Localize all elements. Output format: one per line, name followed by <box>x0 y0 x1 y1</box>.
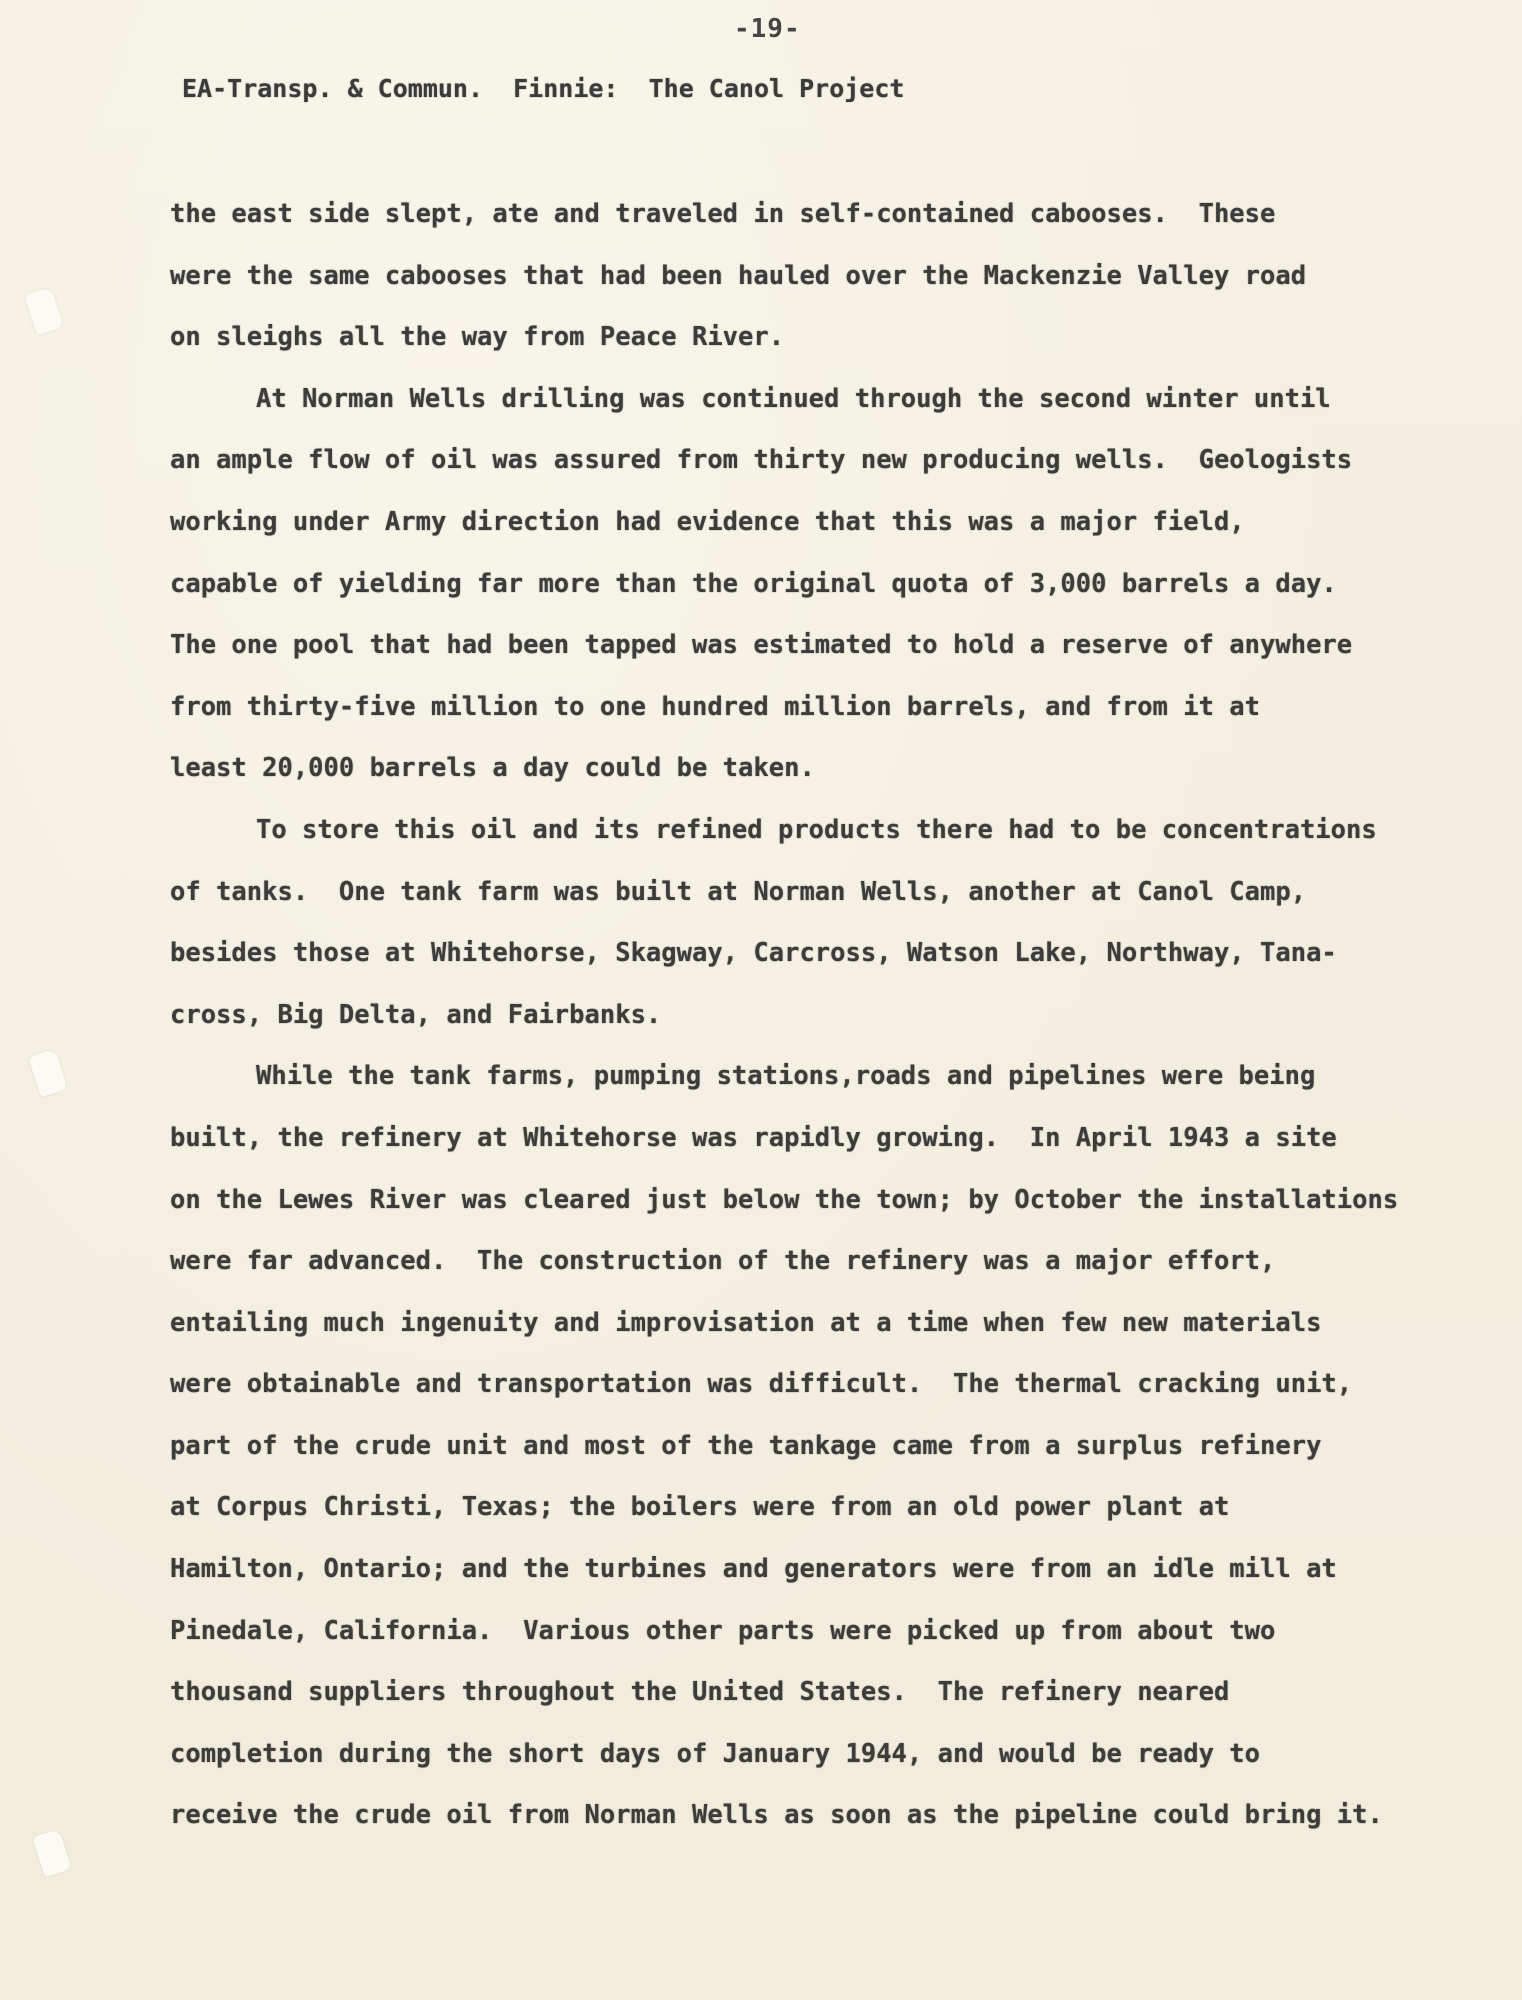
text-line: receive the crude oil from Norman Wells as soon as the pipeline could bring it. <box>170 1800 1383 1831</box>
text-line: While the tank farms, pumping stations,roads and pipelines were being <box>256 1061 1316 1092</box>
page-number: -19- <box>734 14 801 44</box>
text-line: built, the refinery at Whitehorse was rapidly growing. In April 1943 a site <box>170 1122 1337 1153</box>
paper-tab-mark <box>28 1049 68 1098</box>
text-line: besides those at Whitehorse, Skagway, Carcross, Watson Lake, Northway, Tana- <box>170 938 1337 969</box>
text-line: Pinedale, California. Various other parts were picked up from about two <box>170 1615 1276 1646</box>
text-line: of tanks. One tank farm was built at Norman Wells, another at Canol Camp, <box>170 876 1307 907</box>
text-line: capable of yielding far more than the original quota of 3,000 barrels a day. <box>170 568 1337 599</box>
text-line: completion during the short days of January 1944, and would be ready to <box>170 1738 1261 1769</box>
text-line: from thirty-five million to one hundred million barrels, and from it at <box>170 691 1261 722</box>
text-line: Hamilton, Ontario; and the turbines and generators were from an idle mill at <box>170 1554 1337 1585</box>
text-line: The one pool that had been tapped was estimated to hold a reserve of anywhere <box>170 630 1353 661</box>
text-line: were the same cabooses that had been hauled over the Mackenzie Valley road <box>170 260 1307 291</box>
text-line: on the Lewes River was cleared just below the town; by October the installations <box>170 1184 1399 1215</box>
text-line: entailing much ingenuity and improvisation at a time when few new materials <box>170 1307 1322 1338</box>
text-line: working under Army direction had evidence that this was a major field, <box>170 506 1245 537</box>
text-line: were obtainable and transportation was difficult. The thermal cracking unit, <box>170 1369 1353 1400</box>
text-line: on sleighs all the way from Peace River. <box>170 322 785 353</box>
text-line: part of the crude unit and most of the tankage came from a surplus refinery <box>170 1430 1322 1461</box>
text-line: an ample flow of oil was assured from thirty new producing wells. Geologists <box>170 445 1353 476</box>
text-line: To store this oil and its refined products there had to be concentrations <box>256 814 1377 845</box>
text-line: the east side slept, ate and traveled in self-contained cabooses. These <box>170 199 1276 229</box>
text-line: At Norman Wells drilling was continued through the second winter until <box>256 383 1331 414</box>
paper-tab-mark <box>24 287 64 336</box>
text-line: cross, Big Delta, and Fairbanks. <box>170 999 662 1030</box>
body-text <box>170 188 1410 1851</box>
text-line: were far advanced. The construction of the refinery was a major effort, <box>170 1246 1276 1277</box>
text-line: thousand suppliers throughout the United States. The refinery neared <box>170 1677 1230 1708</box>
text-line: at Corpus Christi, Texas; the boilers were from an old power plant at <box>170 1492 1230 1523</box>
text-line: least 20,000 barrels a day could be taken. <box>170 753 815 784</box>
running-header: EA-Transp. & Commun. Finnie: The Canol Project <box>182 74 905 103</box>
paper-tab-mark <box>32 1829 72 1878</box>
